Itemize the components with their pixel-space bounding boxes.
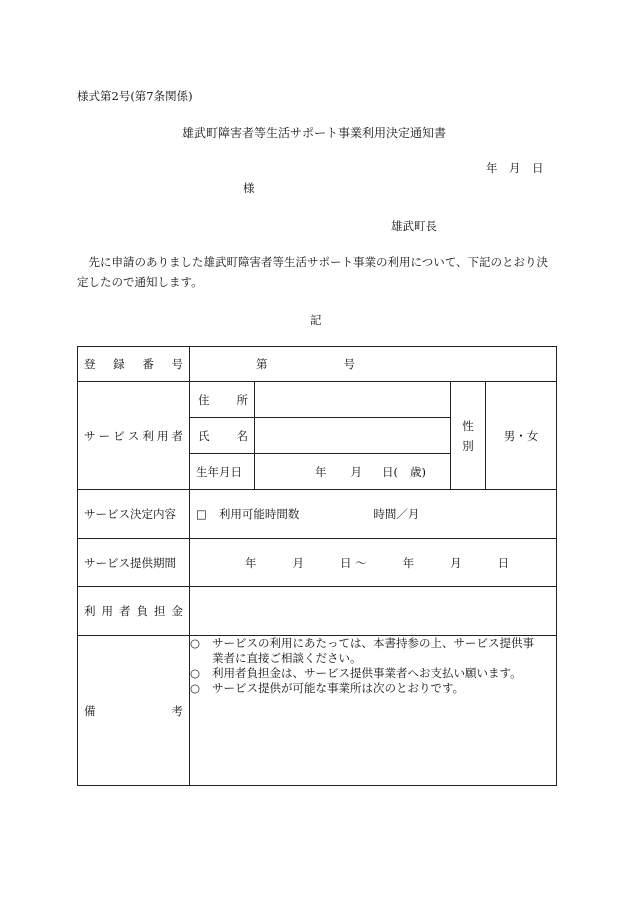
period-label: サービス提供期間	[78, 539, 190, 587]
registration-row	[78, 347, 557, 382]
remarks-row	[78, 636, 557, 786]
note-line: ○ 利用者負担金は、サービス提供事業者へお支払い願います。	[190, 666, 522, 680]
address-row	[78, 382, 557, 418]
notice-paragraph: 先に申請のありました雄武町障害者等生活サポート事業の利用について、下記のとおり決定したので通知します。	[77, 255, 549, 289]
burden-value[interactable]	[190, 587, 557, 636]
issuer: 雄武町長	[391, 219, 437, 233]
registration-label: 登 録 番 号	[78, 347, 190, 382]
document-title: 雄武町障害者等生活サポート事業利用決定通知書	[182, 126, 447, 140]
sex-label: 性 別	[451, 382, 486, 490]
name-value[interactable]	[255, 418, 451, 454]
note-line: 業者に直接ご相談ください。	[212, 651, 362, 665]
addressee-suffix: 様	[243, 181, 255, 195]
service-user-label: サ ー ビ ス 利 用 者	[78, 382, 190, 490]
dob-label: 生年月日	[190, 454, 255, 490]
decision-label: サービス決定内容	[78, 490, 190, 539]
burden-row	[78, 587, 557, 636]
address-value[interactable]	[255, 382, 451, 418]
remarks-notes	[190, 636, 557, 786]
dob-value[interactable]: 年 月 日( 歳)	[255, 454, 451, 490]
name-label: 氏 名	[190, 418, 255, 454]
period-row	[78, 539, 557, 587]
address-label: 住 所	[190, 382, 255, 418]
decision-row	[78, 490, 557, 539]
ki-heading: 記	[310, 313, 322, 327]
date-line: 年 月 日	[486, 161, 544, 175]
decision-checkbox[interactable]: □	[196, 507, 207, 521]
decision-value: □ 利用可能時間数 時間／月	[190, 490, 557, 539]
note-line: ○ サービスの利用にあたっては、本書持参の上、サービス提供事	[190, 636, 534, 650]
remarks-label: 備 考	[78, 636, 190, 786]
registration-value: 第 号	[190, 347, 557, 382]
burden-label: 利 用 者 負 担 金	[78, 587, 190, 636]
decision-table	[77, 346, 557, 786]
form-number: 様式第2号(第7条関係)	[77, 89, 193, 103]
sex-value[interactable]: 男・女	[486, 382, 557, 490]
note-line: ○ サービス提供が可能な事業所は次のとおりです。	[190, 681, 465, 695]
period-value[interactable]: 年 月 日 ～ 年 月 日	[190, 539, 557, 587]
